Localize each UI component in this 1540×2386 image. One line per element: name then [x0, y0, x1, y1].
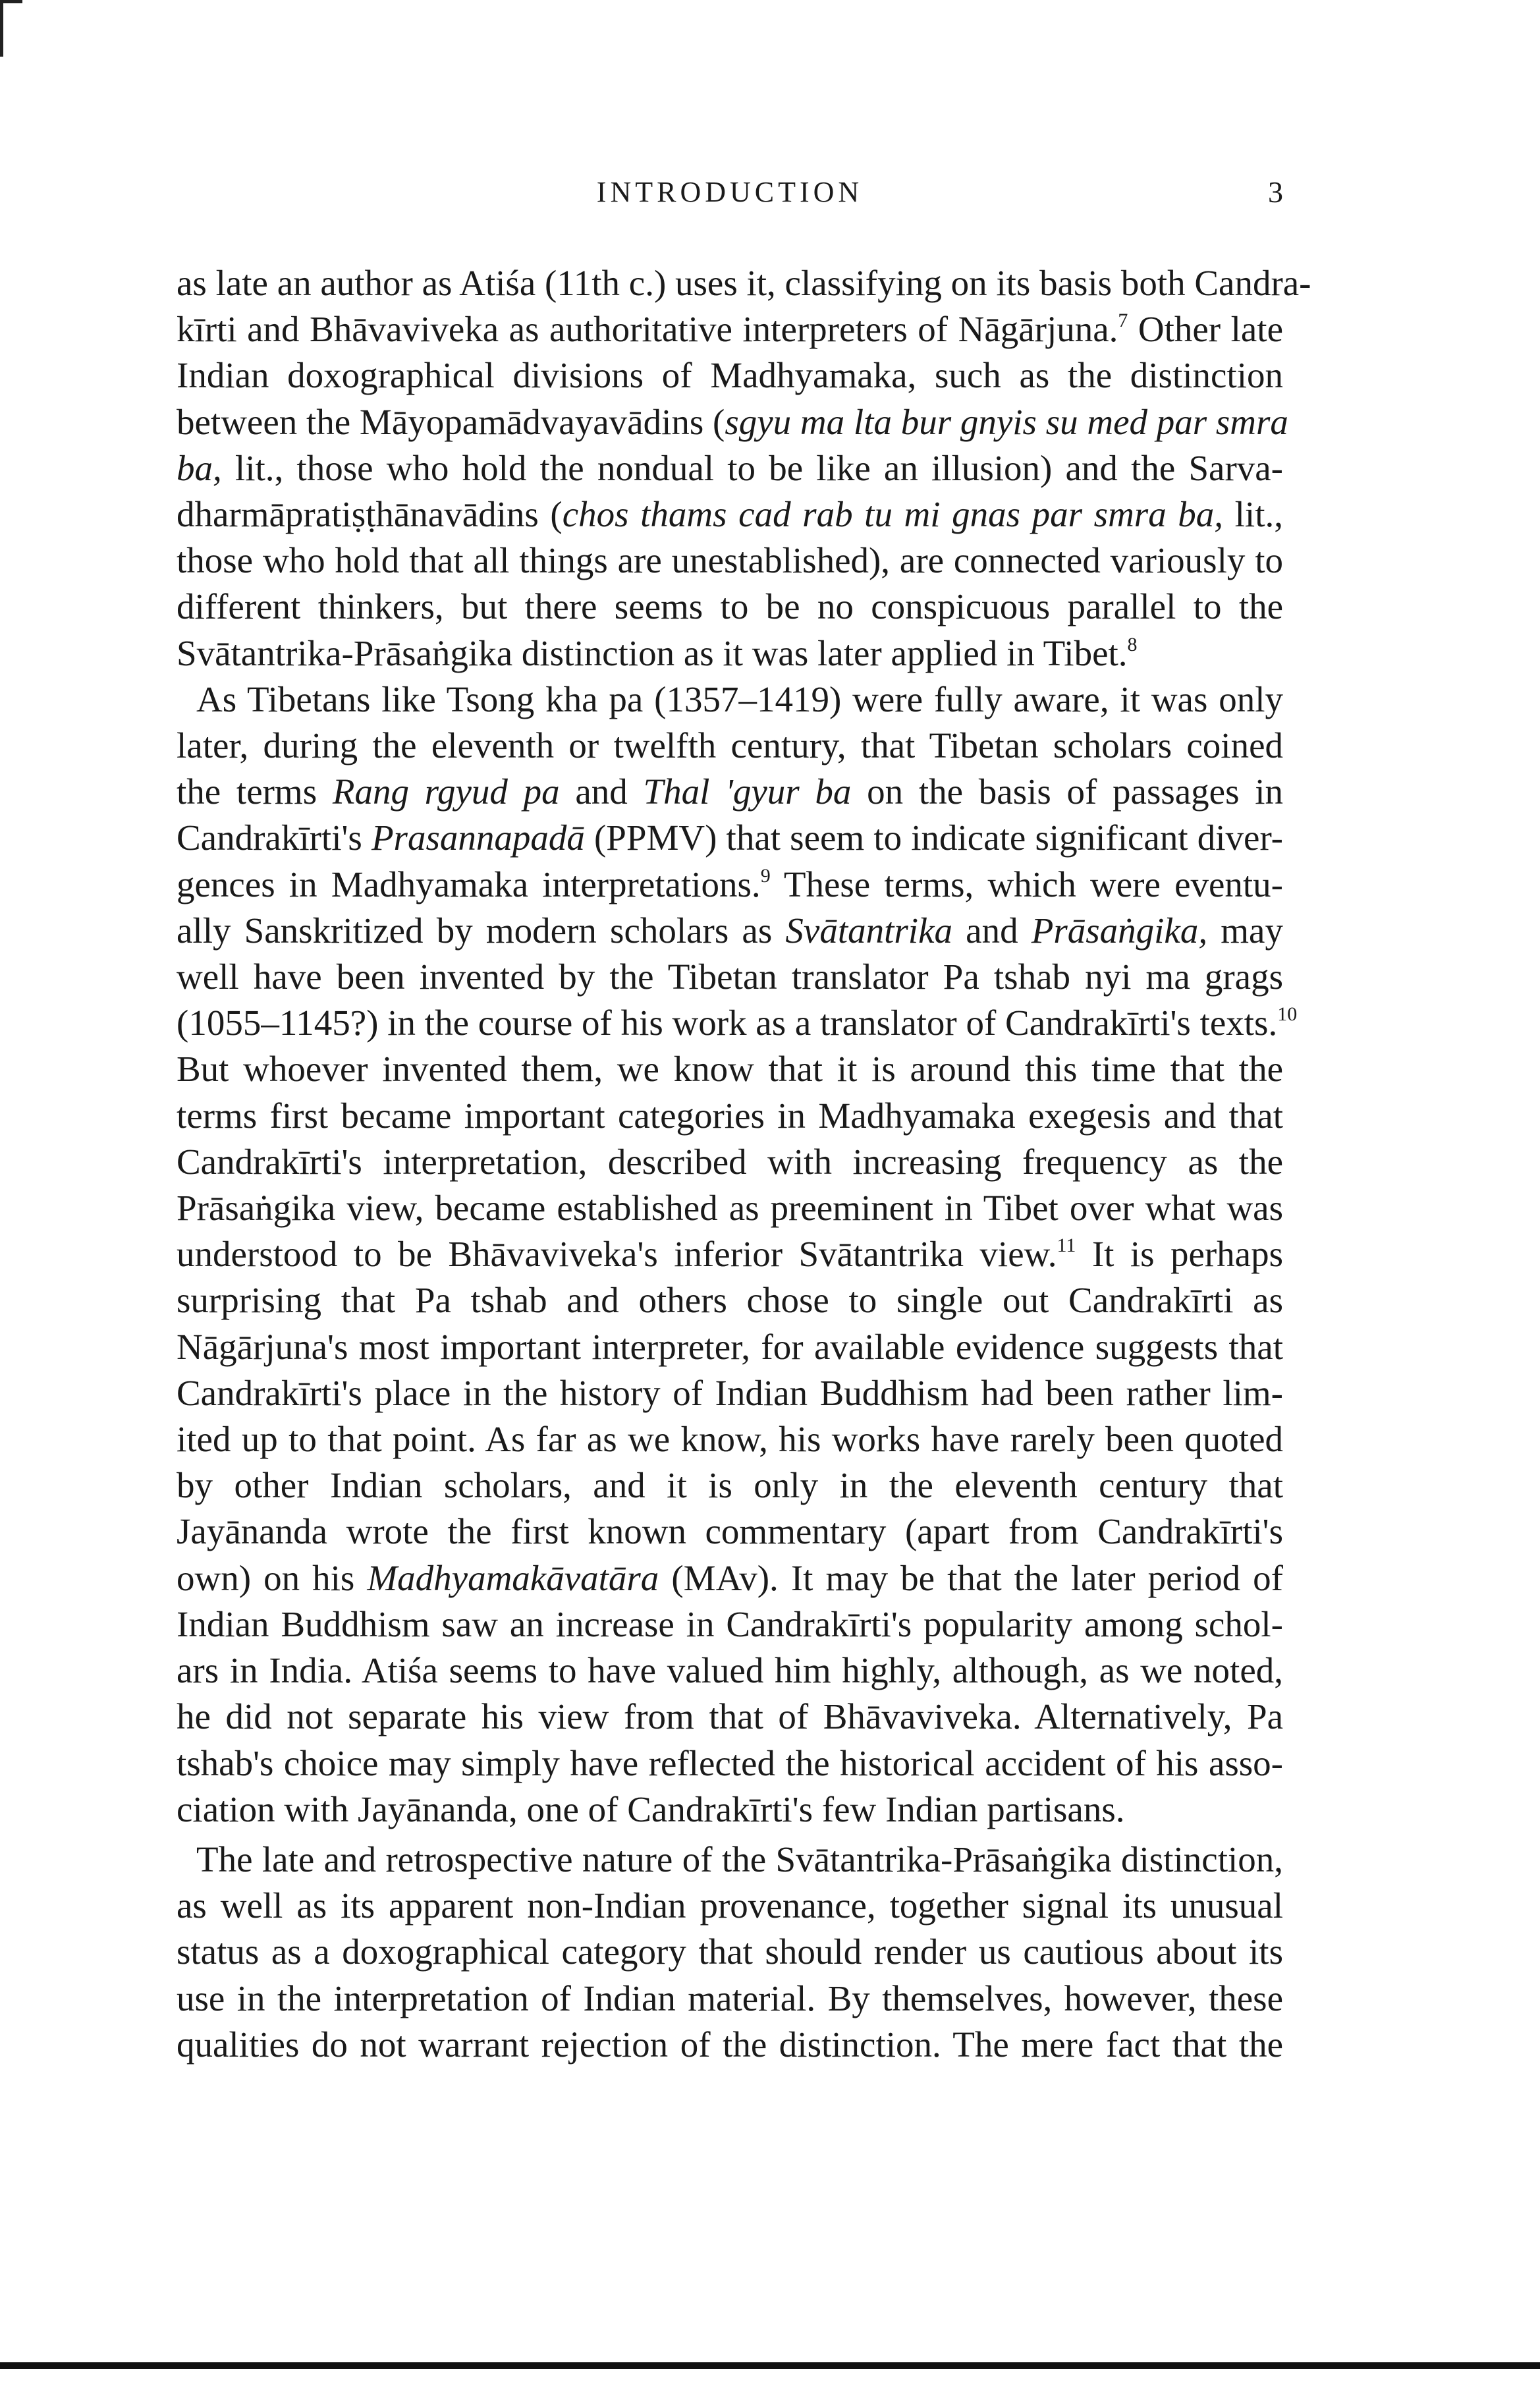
running-head — [177, 173, 1283, 212]
text-line: well have been invented by the Tibetan translator Pa tshab nyi ma grags — [177, 957, 1283, 997]
text-line: different thinkers, but there seems to be no conspicuous parallel to the — [177, 586, 1283, 627]
text-line: Candrakīrti's place in the history of Indian Buddhism had been rather lim- — [177, 1372, 1283, 1413]
text-line: gences in Madhyamaka interpretations.$^9$ These terms, which were eventu- — [177, 864, 1283, 904]
text-line: But whoever invented them, we know that it is around this time that the — [177, 1049, 1283, 1090]
text-line: ciation with Jayānanda, one of Candrakīrti's few Indian partisans. — [177, 1789, 1125, 1829]
text-line: between the Māyopamādvayavādins (sgyu ma lta bur gnyis su med par smra — [177, 401, 1288, 442]
text-line: surprising that Pa tshab and others chose to single out Candrakīrti as — [177, 1280, 1283, 1321]
text-line: Jayānanda wrote the first known commentary (apart from Candrakīrti's — [177, 1511, 1283, 1552]
text-line: qualities do not warrant rejection of the distinction. The mere fact that the — [177, 2024, 1283, 2065]
paragraph-2 — [177, 677, 1298, 1833]
text-line: Indian Buddhism saw an increase in Candrakīrti's popularity among schol- — [177, 1603, 1283, 1644]
text-line: ars in India. Atiśa seems to have valued him highly, although, as we noted, — [177, 1650, 1283, 1691]
text-line: As Tibetans like Tsong kha pa (1357–1419) were fully aware, it was only — [196, 679, 1283, 719]
text-line: (1055–1145?) in the course of his work as a translator of Candrakīrti's texts.$^{10}$ — [177, 1003, 1298, 1043]
text-line: as well as its apparent non-Indian provenance, together signal its unusual — [177, 1885, 1283, 1926]
text-line: ba, lit., those who hold the nondual to be like an illusion) and the Sarva- — [177, 447, 1283, 488]
text-line: ally Sanskritized by modern scholars as Svātantrika and Prāsaṅgika, may — [177, 910, 1283, 951]
bottom-scan-edge — [0, 2362, 1540, 2369]
text-line: Svātantrika-Prāsaṅgika distinction as it was later applied in Tibet.$^8$ — [177, 632, 1138, 673]
text-line: he did not separate his view from that of Bhāvaviveka. Alternatively, Pa — [177, 1696, 1283, 1737]
text-line: Indian doxographical divisions of Madhyamaka, such as the distinction — [177, 355, 1283, 396]
paragraph-1 — [177, 260, 1311, 677]
page-number: 3 — [1268, 175, 1283, 209]
body-text — [177, 260, 1311, 2068]
text-line: Candrakīrti's interpretation, described with increasing frequency as the — [177, 1141, 1283, 1182]
text-line: those who hold that all things are unestablished), are connected variously to — [177, 540, 1283, 581]
paragraph-3 — [177, 1837, 1283, 2068]
text-line: tshab's choice may simply have reflected the historical accident of his asso- — [177, 1742, 1283, 1783]
text-line: Nāgārjuna's most important interpreter, for available evidence suggests that — [177, 1326, 1283, 1367]
text-line: The late and retrospective nature of the Svātantrika-Prāsaṅgika distinction, — [196, 1839, 1283, 1879]
text-line: the terms Rang rgyud pa and Thal 'gyur ba on the basis of passages in — [177, 771, 1284, 812]
text-line: kīrti and Bhāvaviveka as authoritative interpreters of Nāgārjuna.$^7$ Other late — [177, 309, 1283, 350]
text-line: ited up to that point. As far as we know, his works have rarely been quoted — [177, 1419, 1283, 1460]
text-line: later, during the eleventh or twelfth century, that Tibetan scholars coined — [177, 725, 1283, 766]
text-line: status as a doxographical category that should render us cautious about its — [177, 1931, 1283, 1972]
text-line: understood to be Bhāvaviveka's inferior Svātantrika view.$^{11}$ It is perhaps — [177, 1234, 1283, 1275]
text-line: terms first became important categories in Madhyamaka exegesis and that — [177, 1095, 1283, 1136]
text-line: use in the interpretation of Indian material. By themselves, however, these — [177, 1978, 1283, 2018]
text-line: Candrakīrti's Prasannapadā (PPMV) that seem to indicate significant diver- — [177, 818, 1283, 858]
text-line: Prāsaṅgika view, became established as preeminent in Tibet over what was — [177, 1188, 1283, 1229]
running-head-title: INTRODUCTION — [596, 176, 864, 208]
crop-mark — [0, 0, 22, 57]
text-line: by other Indian scholars, and it is only in the eleventh century that — [177, 1465, 1283, 1506]
text-line: as late an author as Atiśa (11th c.) uses it, classifying on its basis both Candra- — [177, 263, 1311, 303]
text-line: own) on his Madhyamakāvatāra (MAv). It may be that the later period of — [177, 1557, 1283, 1598]
text-line: dharmāpratiṣṭhānavādins (chos thams cad rab tu mi gnas par smra ba, lit., — [177, 494, 1283, 535]
